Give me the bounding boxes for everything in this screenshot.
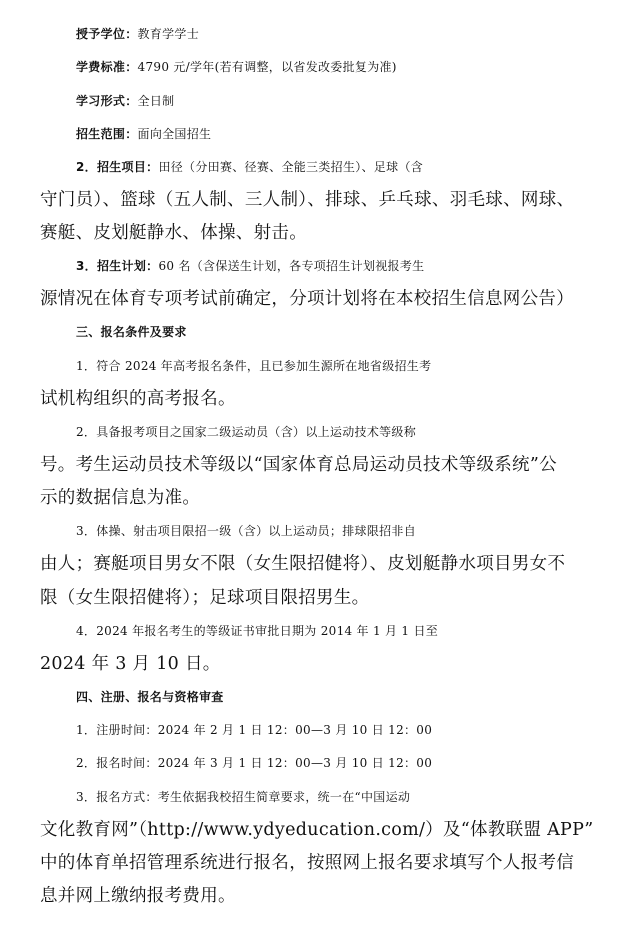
line-cond-3: 3．体操、射击项目限招一级（含）以上运动员；排球限招非自	[76, 524, 417, 538]
line-cond-1: 1．符合 2024 年高考报名条件，且已参加生源所在地省级招生考	[76, 359, 432, 373]
line-tuition: 学费标准：4790 元/学年(若有调整，以省发改委批复为准)	[76, 60, 397, 74]
section-heading-registration: 四、注册、报名与资格审查	[76, 690, 224, 704]
line-cond-2-cont-2: 示的数据信息为准。	[40, 488, 201, 508]
line-cond-2-cont-1: 号。考生运动员技术等级以“国家体育总局运动员技术等级系统”公	[40, 455, 557, 475]
line-apply-method-cont-1: 文化教育网”（http://www.ydyeducation.com/）及“体教联盟 APP”	[40, 820, 594, 840]
line-reg-time: 1．注册时间：2024 年 2 月 1 日 12：00—3 月 10 日 12：00	[76, 723, 433, 737]
section-heading-conditions: 三、报名条件及要求	[76, 325, 187, 339]
line-study-form: 学习形式：全日制	[76, 94, 175, 108]
line-projects: 2．招生项目：田径（分田赛、径赛、全能三类招生）、足球（含	[76, 160, 424, 174]
line-apply-method: 3．报名方式：考生依据我校招生简章要求，统一在“中国运动	[76, 790, 411, 804]
line-apply-time: 2．报名时间：2024 年 3 月 1 日 12：00—3 月 10 日 12：00	[76, 756, 433, 770]
line-apply-method-cont-3: 息并网上缴纳报考费用。	[40, 886, 236, 906]
line-projects-cont-2: 赛艇、皮划艇静水、体操、射击。	[40, 223, 307, 243]
line-cond-2: 2．具备报考项目之国家二级运动员（含）以上运动技术等级称	[76, 425, 417, 439]
line-scope: 招生范围：面向全国招生	[76, 127, 212, 141]
line-cond-4: 4．2024 年报名考生的等级证书审批日期为 2014 年 1 月 1 日至	[76, 624, 439, 638]
line-cond-3-cont-2: 限（女生限招健将）；足球项目限招男生。	[40, 588, 370, 608]
line-cond-3-cont-1: 由人；赛艇项目男女不限（女生限招健将）、皮划艇静水项目男女不	[40, 554, 566, 574]
line-cond-1-cont: 试机构组织的高考报名。	[40, 389, 236, 409]
line-degree: 授予学位：教育学学士	[76, 27, 200, 41]
line-apply-method-cont-2: 中的体育单招管理系统进行报名，按照网上报名要求填写个人报考信	[40, 853, 574, 873]
line-plan-cont: 源情况在体育专项考试前确定，分项计划将在本校招生信息网公告）	[40, 289, 574, 309]
line-cond-4-cont: 2024 年 3 月 10 日。	[40, 654, 221, 674]
line-projects-cont-1: 守门员）、篮球（五人制、三人制）、排球、乒乓球、羽毛球、网球、	[40, 190, 575, 210]
line-plan: 3．招生计划：60 名（含保送生计划，各专项招生计划视报考生	[76, 259, 425, 273]
